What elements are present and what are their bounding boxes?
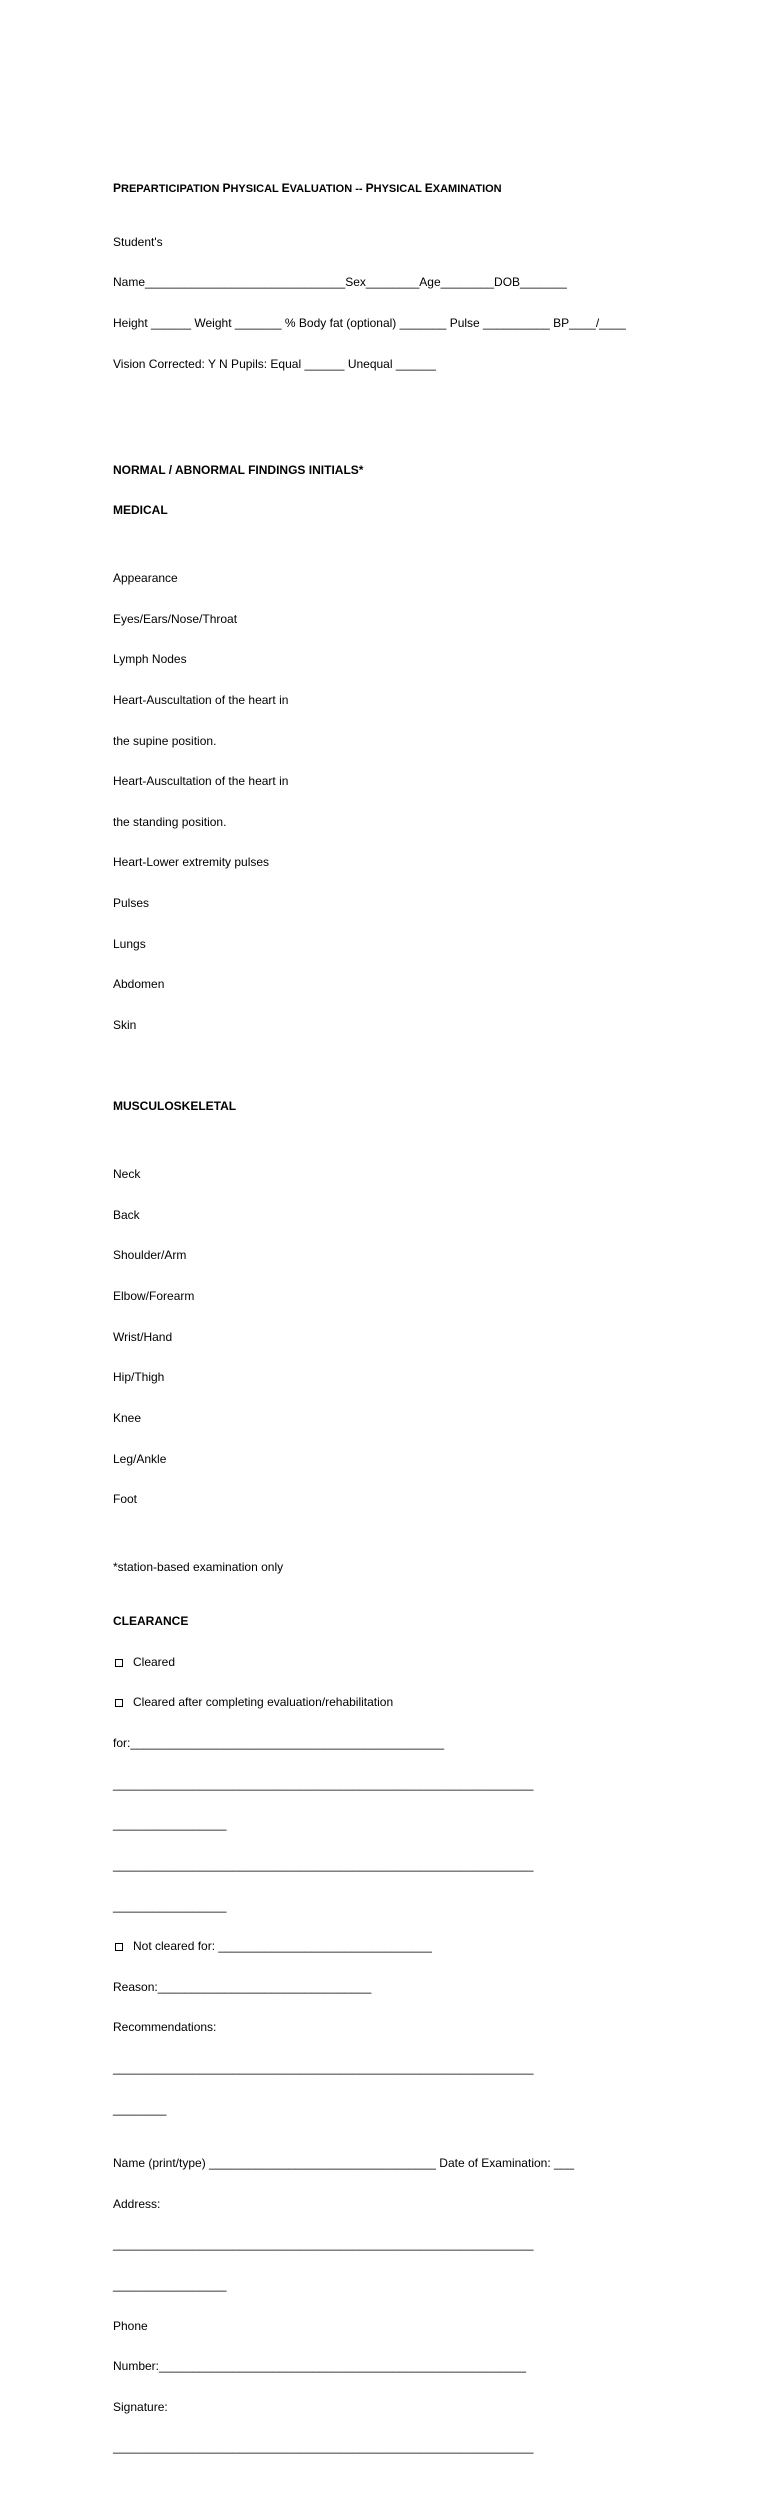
list-item: Knee <box>113 1410 142 1425</box>
form-title <box>113 182 658 196</box>
title-part: HYSICAL <box>373 182 425 195</box>
list-item: Heart-Auscultation of the heart in <box>113 774 289 789</box>
musculoskeletal-list <box>113 1141 658 1534</box>
findings-header: NORMAL / ABNORMAL FINDINGS INITIALS* <box>113 462 364 477</box>
list-item: Abdomen <box>113 977 165 992</box>
signature-label: Signature: <box>113 2399 168 2414</box>
title-part: P <box>222 180 231 195</box>
blank-line[interactable]: _________________ <box>113 2277 227 2292</box>
signature-field[interactable]: _______________________________________________________________ <box>113 2440 534 2455</box>
blank-line[interactable]: _______________________________________________________________ <box>113 1776 534 1791</box>
title-part: E <box>424 180 433 195</box>
blank-line[interactable]: _________________ <box>113 1817 227 1832</box>
title-part: VALUATION -- <box>289 182 366 195</box>
recommendations-label: Recommendations: <box>113 2020 217 2035</box>
list-item: Back <box>113 1207 140 1222</box>
list-item: Heart-Auscultation of the heart in <box>113 692 289 707</box>
list-item: Foot <box>113 1492 138 1507</box>
list-item: Elbow/Forearm <box>113 1288 195 1303</box>
title-part: REPARTICIPATION <box>121 182 223 195</box>
list-item: Wrist/Hand <box>113 1329 173 1344</box>
phone-number-field[interactable]: Number:_______________________________________________________ <box>113 2359 527 2374</box>
list-item: Leg/Ankle <box>113 1451 167 1466</box>
station-footnote: *station-based examination only <box>113 1559 284 1574</box>
checkbox-icon[interactable] <box>115 1659 123 1667</box>
title-part: HYSICAL <box>230 182 282 195</box>
list-item: Eyes/Ears/Nose/Throat <box>113 611 238 626</box>
list-item: Lymph Nodes <box>113 652 187 667</box>
form-content <box>113 141 658 2496</box>
musculoskeletal-heading: MUSCULOSKELETAL <box>113 1099 237 1114</box>
list-item: the supine position. <box>113 733 217 748</box>
blank-line[interactable]: _______________________________________________________________ <box>113 2061 534 2076</box>
blank-line[interactable]: _______________________________________________________________ <box>113 1857 534 1872</box>
cleared-for-field[interactable]: for:_______________________________________________ <box>113 1735 445 1750</box>
cleared-after-option[interactable] <box>113 1696 658 1710</box>
list-item: the standing position. <box>113 814 227 829</box>
vision-pupils-fields[interactable]: Vision Corrected: Y N Pupils: Equal ______ Unequal ______ <box>113 356 436 371</box>
list-item: Pulses <box>113 896 150 911</box>
blank-line[interactable]: ________ <box>113 2101 167 2116</box>
medical-heading: MEDICAL <box>113 503 168 518</box>
student-name-sex-age-dob-fields[interactable]: Name______________________________Sex________Age________DOB_______ <box>113 275 567 290</box>
blank-line[interactable]: _______________________________________________________________ <box>113 2237 534 2252</box>
title-part: XAMINATION <box>432 182 502 195</box>
cleared-option[interactable] <box>113 1656 658 1670</box>
list-item: Neck <box>113 1167 141 1182</box>
examiner-name-date-field[interactable]: Name (print/type) __________________________________ Date of Examination: ___ <box>113 2155 575 2170</box>
list-item: Heart-Lower extremity pulses <box>113 855 270 870</box>
student-label: Student's <box>113 234 163 249</box>
list-item: Shoulder/Arm <box>113 1248 187 1263</box>
checkbox-icon[interactable] <box>115 1699 123 1707</box>
title-part: P <box>365 180 374 195</box>
list-item: Hip/Thigh <box>113 1370 165 1385</box>
medical-list <box>113 545 658 1060</box>
phone-label: Phone <box>113 2318 148 2333</box>
title-part: P <box>113 180 122 195</box>
checkbox-icon[interactable] <box>115 1943 123 1951</box>
address-label: Address: <box>113 2196 161 2211</box>
cleared-label: Cleared <box>133 1654 176 1669</box>
spacer <box>113 412 658 423</box>
height-weight-pulse-bp-fields[interactable]: Height ______ Weight _______ % Body fat (optional) _______ Pulse __________ BP____/____ <box>113 316 626 331</box>
reason-field[interactable]: Reason:________________________________ <box>113 1979 372 1994</box>
list-item: Appearance <box>113 570 178 585</box>
list-item: Skin <box>113 1018 137 1032</box>
blank-line[interactable]: _________________ <box>113 1898 227 1913</box>
list-item: Lungs <box>113 936 146 951</box>
not-cleared-field[interactable]: Not cleared for: ________________________________ <box>133 1939 432 1954</box>
clearance-heading: CLEARANCE <box>113 1614 189 1629</box>
not-cleared-option[interactable] <box>113 1940 658 1954</box>
title-part: E <box>281 180 290 195</box>
cleared-after-label: Cleared after completing evaluation/rehabilitation <box>133 1695 394 1710</box>
